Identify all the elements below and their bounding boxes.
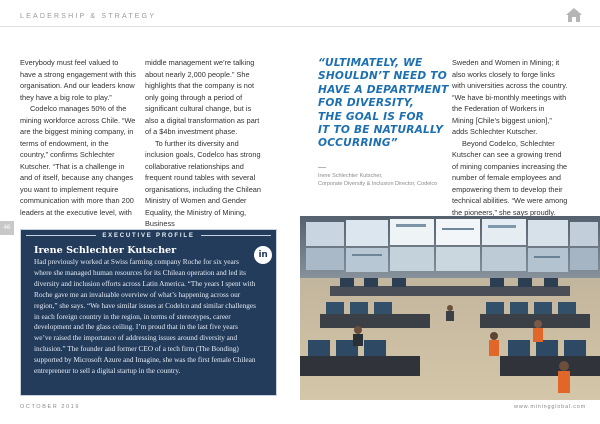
pull-quote-line: “ULTIMATELY, WE [318, 57, 423, 69]
pull-quote-line: OCCURRING” [318, 137, 398, 150]
pull-quote-line: THE GOAL IS FOR [318, 110, 425, 123]
profile-bio: Had previously worked at Swiss farming company Roche for six years where she managed human resources for its Chilean operation and led its diversity and inclusion efforts across Latin America. “The years I spent with Roche gave me an invaluable overview of what’s happening across our region,” she says. “We have similar issues at Codelco and similar challenges in each foreign country in the region, in terms of stereotypes, career development and the glass ceiling. I’m proud that in the last five years we’ve raised the importance of addressing issues around diversity and inclusion.” The founder and former CEO of a tech firm (The Bonding) supported by Microsoft Azure and Imagine, she was the first female Chilean entrepreneur to sell a digital startup in the country. [34, 258, 256, 376]
paragraph: Everybody must feel valued to have a strong engagement with this organisation. And our leaders know they have a big role to play.” [20, 58, 136, 102]
paragraph: Codelco manages 50% of the mining workforce across Chile. “We are the biggest mining company, in terms of endowment, in the country,” confirms Schlechter Kutscher. “That is a challenge in and of itself, because any changes you want to implement require communication with more than 200 leaders at the executive level, with [20, 104, 136, 217]
header-divider [0, 26, 600, 27]
control-room-photo [300, 216, 600, 400]
pull-quote-line: FOR DIVERSITY, [318, 97, 414, 110]
pull-quote [318, 57, 449, 151]
home-icon[interactable] [566, 8, 582, 22]
body-column-2 [145, 57, 261, 230]
paragraph: middle management we’re talking about nearly 2,000 people.” She highlights that the company is not only going through a period of significant cultural change, but is also a digital transformation as part of a $4bn investment phase. [145, 58, 260, 136]
paragraph: To further its diversity and inclusion goals, Codelco has strong collaborative relationships and frequent round tables with several organisations, including the Chilean Ministry of Women and Gender Equality, the Ministry of Mining, Business [145, 138, 261, 228]
profile-name: Irene Schlechter Kutscher [34, 245, 177, 256]
page-number-left: 46 [0, 221, 14, 235]
pull-quote-divider [318, 167, 326, 168]
linkedin-icon-glyph: in [258, 250, 268, 260]
pull-quote-attribution-role: Corporate Diversity & Inclusion Director, Codelco [318, 181, 438, 187]
executive-profile-header [20, 230, 277, 241]
executive-profile-box [20, 229, 277, 396]
footer-issue: OCTOBER 2019 [20, 404, 81, 410]
paragraph: Sweden and Women in Mining; it also works closely to forge links with universities across the country. “We have bi-monthly meetings with the Federation of Workers in Mining [Chile’s biggest union],” adds Schlechter Kutscher. [452, 58, 568, 136]
linkedin-icon[interactable] [254, 246, 272, 264]
pull-quote-line: SHOULDN’T NEED TO [318, 70, 447, 83]
executive-profile-label: EXECUTIVE PROFILE [102, 232, 195, 239]
body-column-1 [20, 57, 136, 218]
pull-quote-attribution-name: Irene Schlechter Kutscher, [318, 173, 383, 179]
pull-quote-line: HAVE A DEPARTMENT [318, 83, 449, 96]
body-column-4 [452, 57, 568, 218]
footer-website[interactable]: www.miningglobal.com [514, 404, 586, 410]
pull-quote-line: IT TO BE NATURALLY [318, 124, 444, 137]
section-label: LEADERSHIP & STRATEGY [20, 13, 157, 20]
paragraph: Beyond Codelco, Schlechter Kutscher can see a growing trend of mining companies increasing the number of female employees and empowering them to develop their technical abilities. “We were among the pioneers,” she says proudly. [452, 138, 568, 217]
